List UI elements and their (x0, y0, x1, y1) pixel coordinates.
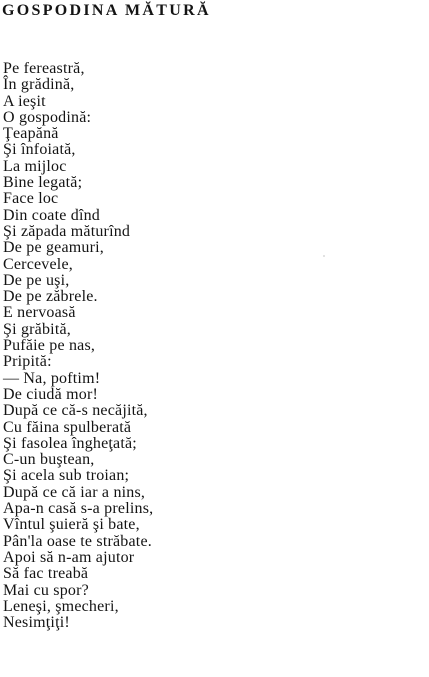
poem-line: Ţeapănă (3, 125, 59, 143)
poem-line: Apa-n casă s-a prelins, (3, 500, 154, 518)
poem-line: Pripită: (3, 353, 52, 371)
poem-line: O gospodină: (3, 108, 92, 126)
poem-line: De ciudă mor! (3, 385, 99, 403)
poem-line: De pe zăbrele. (3, 288, 98, 306)
poem-line: Cercevele, (3, 255, 73, 273)
poem-line: Să fac treabă (3, 565, 89, 583)
poem-line: În grădină, (3, 76, 75, 94)
poem-line: Şi fasolea îngheţată; (3, 434, 137, 452)
poem-line: Pe fereastră, (3, 60, 85, 77)
poem-line: A ieşit (3, 92, 46, 110)
poem-line: Leneşi, şmecheri, (3, 597, 119, 615)
poem-line: Şi înfoiată, (3, 141, 76, 159)
poem-line: Cu făina spulberată (3, 418, 132, 436)
poem-line: — Na, poftim! (3, 369, 101, 387)
poem-line: De pe geamuri, (3, 239, 104, 257)
poem-line: Face loc (3, 190, 59, 208)
poem-line: Nesimţiţi! (3, 614, 70, 632)
poem-line: Şi acela sub troian; (3, 467, 130, 485)
poem-line: După ce că-s necăjită, (3, 402, 148, 420)
poem-line: Bine legată; (3, 174, 83, 192)
poem-line: Apoi să n-am ajutor (3, 548, 135, 566)
poem-line: Mai cu spor? (3, 581, 89, 599)
poem-line: Din coate dînd (3, 206, 100, 224)
poem-line: De pe uşi, (3, 271, 70, 289)
paper-speck (323, 255, 325, 257)
poem-line: După ce că iar a nins, (3, 483, 146, 501)
poem-line: Şi zăpada măturînd (3, 222, 131, 240)
poem-line: C-un buştean, (3, 451, 95, 469)
poem-line: Vîntul şuieră şi bate, (3, 516, 140, 534)
poem-line: Pufăie pe nas, (3, 337, 96, 355)
poem-line: Şi grăbită, (3, 320, 71, 338)
poem-line: La mijloc (3, 157, 67, 175)
poem-line: E nervoasă (3, 304, 76, 322)
poem-title: GOSPODINA MĂTURĂ (2, 2, 211, 19)
poem-line: Pân'la oase te străbate. (3, 532, 152, 550)
poem-body (3, 61, 403, 631)
